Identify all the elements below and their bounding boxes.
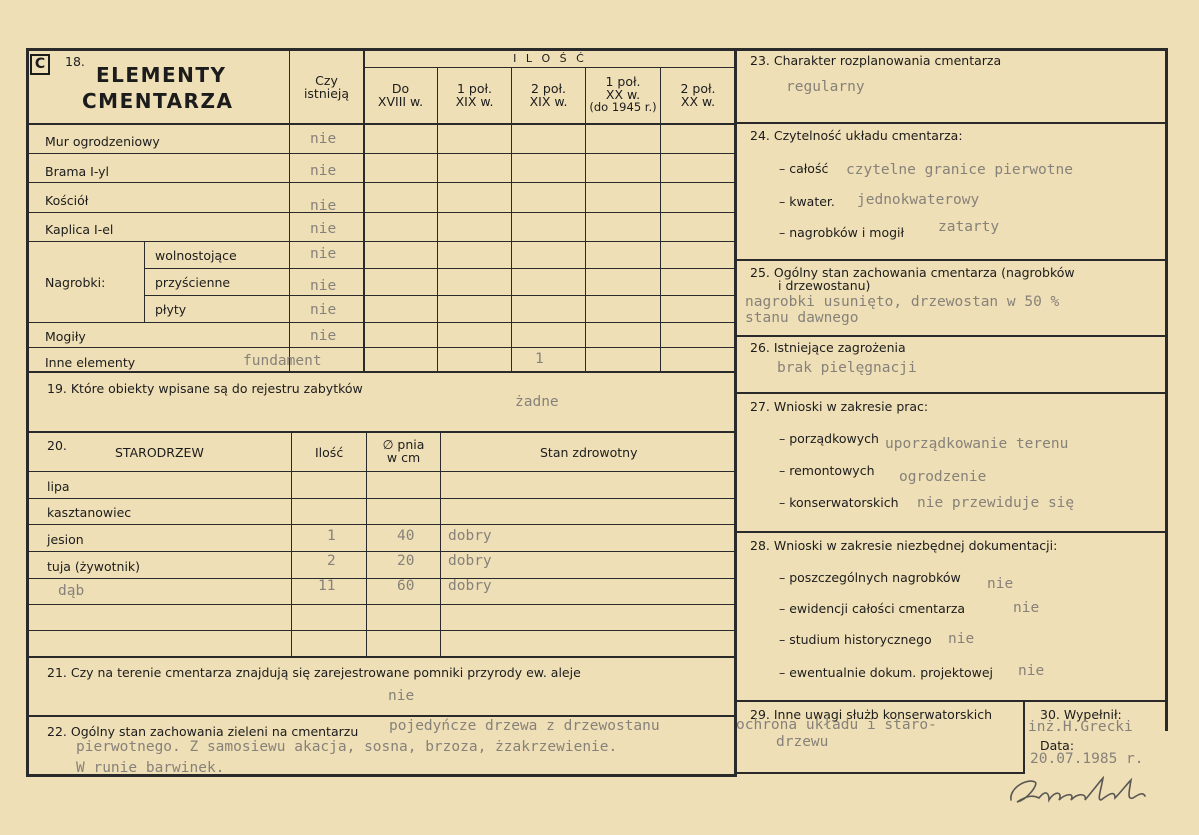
sec23-label: 23. Charakter rozplanowania cmentarza (750, 53, 1002, 68)
col-exists-l2: istnieją (303, 86, 350, 102)
element-label: Brama I-yl (45, 164, 110, 179)
sec20-number: 20. (47, 438, 67, 453)
tree-health: dobry (448, 528, 492, 544)
s18-col-5 (660, 68, 661, 372)
sec28-item-label: – poszczególnych nagrobków (779, 570, 961, 585)
sec29-value-line2: drzewu (776, 734, 829, 750)
s20-col-qty (291, 433, 292, 657)
tree-name: jesion (47, 532, 84, 547)
date-value: 20.07.1985 r. (1030, 751, 1144, 767)
frame-right (1165, 48, 1168, 731)
element-exists-value: nie (310, 198, 337, 214)
tree-name: kasztanowiec (47, 505, 132, 520)
sec24-item-label: – nagrobków i mogił (779, 225, 905, 240)
s19-bottom (26, 431, 736, 433)
sec20-col-diam (367, 438, 440, 464)
element-label: płyty (155, 302, 187, 317)
signature (1005, 770, 1165, 810)
frame-top (26, 48, 1168, 51)
sec27-item-value: nie przewiduje się (917, 495, 1075, 511)
s23-bottom (736, 122, 1167, 124)
sec19-label: 19. Które obiekty wpisane są do rejestru zabytków (47, 381, 363, 396)
sec25-label-line2: i drzewostanu) (778, 278, 871, 293)
c-box: C (30, 54, 50, 75)
sec26-label: 26. Istniejące zagrożenia (750, 340, 906, 355)
period-l1: 1 poł. (605, 74, 641, 89)
s18-header-bottom (26, 123, 736, 125)
sec28-item-value: nie (987, 576, 1014, 592)
element-exists-value: fundament (243, 353, 322, 369)
s25-bottom (736, 335, 1167, 337)
sec28-item-label: – ewentualnie dokum. projektowej (779, 665, 994, 680)
period-header-4 (586, 75, 660, 113)
period-l2: XVIII w. (377, 94, 424, 110)
sec27-item-value: uporządkowanie terenu (885, 436, 1069, 452)
frame-left (26, 48, 29, 777)
tree-health: dobry (448, 578, 492, 594)
s18-col-2 (437, 68, 438, 372)
s26-bottom (736, 392, 1167, 394)
frame-bottom-right (734, 772, 1024, 774)
s18-row (28, 322, 736, 323)
s20-row (28, 604, 736, 605)
s18-row (144, 295, 736, 296)
period-l2: XX w. (605, 87, 641, 103)
element-label: wolnostojące (155, 248, 237, 263)
period-header-2 (438, 82, 511, 108)
tree-name: lipa (47, 479, 70, 494)
sec28-item-value: nie (948, 631, 975, 647)
period-header-1 (364, 82, 437, 108)
s20-row (28, 551, 736, 552)
sec27-item-value: ogrodzenie (899, 469, 987, 485)
s20-row (28, 630, 736, 631)
period-header-5 (661, 82, 735, 108)
ilosc-header: I L O Ś Ć (513, 52, 587, 65)
sec23-value: regularny (786, 79, 865, 95)
period-header-3 (512, 82, 585, 108)
element-exists-value: nie (310, 221, 337, 237)
element-exists-value: nie (310, 131, 337, 147)
s18-row (28, 153, 736, 154)
s29-s30-divider (1023, 702, 1025, 774)
element-exists-value: nie (310, 163, 337, 179)
sec27-label: 27. Wnioski w zakresie prac: (750, 399, 929, 414)
s20-col-health (440, 433, 441, 657)
s18-row (144, 268, 736, 269)
s20-row (28, 524, 736, 525)
col-exists-header (290, 74, 363, 100)
sec19-value: żadne (515, 394, 559, 410)
sec29-label: 29. Inne uwagi służb konserwatorskich (750, 707, 992, 722)
date-label: Data: (1040, 738, 1075, 753)
sec27-item-label: – konserwatorskich (779, 495, 899, 510)
sec22-value-line3: W runie barwinek. (76, 760, 225, 776)
sec28-item-value: nie (1013, 600, 1040, 616)
sec30-value: inż.H.Grecki (1028, 719, 1133, 735)
sec18-title-line2: CMENTARZA (82, 89, 234, 113)
s24-bottom (736, 259, 1167, 261)
tree-diam: 40 (397, 528, 415, 544)
tree-diam: 60 (397, 578, 415, 594)
tree-qty: 11 (318, 578, 336, 594)
s20-bottom (26, 656, 736, 658)
s18-nagrobki-split (144, 241, 145, 323)
s20-row (28, 578, 736, 579)
sec20-col-qty: Ilość (315, 445, 344, 460)
period-l2: XIX w. (455, 94, 494, 110)
sec30-label: 30. Wypełnił: (1040, 707, 1122, 722)
sec24-item-value: jednokwaterowy (857, 192, 980, 208)
sec18-number: 18. (65, 54, 85, 69)
nagrobki-label: Nagrobki: (45, 275, 106, 290)
sec18-title-line1: ELEMENTY (96, 63, 227, 87)
tree-qty: 1 (327, 528, 336, 544)
period-l3: (do 1945 r.) (589, 100, 657, 115)
sec29-value-line1: ochrona układu i staro- (736, 717, 937, 733)
tree-health: dobry (448, 553, 492, 569)
sec26-value: brak pielęgnacji (777, 360, 917, 376)
s18-bottom (26, 371, 736, 373)
element-exists-value: nie (310, 246, 337, 262)
sec21-label: 21. Czy na terenie cmentarza znajdują się zarejestrowane pomniki przyrody ew. aleje (47, 665, 581, 680)
sec25-value-line2: stanu dawnego (745, 310, 859, 326)
s21-bottom (26, 715, 736, 717)
element-label: przyścienne (155, 275, 231, 290)
s18-row (28, 241, 736, 242)
sec25-label-line1: 25. Ogólny stan zachowania cmentarza (nagrobków (750, 265, 1075, 280)
sec27-item-label: – remontowych (779, 463, 875, 478)
element-period-value: 1 (535, 351, 544, 367)
sec28-item-value: nie (1018, 663, 1045, 679)
col-exists-l1: Czy (315, 73, 338, 88)
s18-row (28, 212, 736, 213)
s20-row (28, 498, 736, 499)
period-l1: Do (391, 81, 410, 96)
tree-name: dąb (58, 583, 85, 599)
period-l1: 2 poł. (680, 81, 716, 96)
s18-row (28, 347, 736, 348)
sec27-item-label: – porządkowych (779, 431, 879, 446)
s20-header-bottom (28, 471, 736, 472)
s20-col-diam (366, 433, 367, 657)
element-exists-value: nie (310, 302, 337, 318)
s18-col-4 (585, 68, 586, 372)
sec20-col-health: Stan zdrowotny (540, 445, 638, 460)
element-exists-value: nie (310, 278, 337, 294)
sec28-item-label: – studium historycznego (779, 632, 932, 647)
period-l2: XX w. (680, 94, 716, 110)
element-label: Mogiły (45, 329, 86, 344)
element-label: Inne elementy (45, 355, 136, 370)
s27-bottom (736, 531, 1167, 533)
element-exists-value: nie (310, 328, 337, 344)
sec24-item-value: zatarty (938, 219, 1000, 235)
element-label: Mur ogrodzeniowy (45, 134, 160, 149)
sec24-item-value: czytelne granice pierwotne (846, 162, 1073, 178)
tree-name: tuja (żywotnik) (47, 559, 141, 574)
sec20-title: STARODRZEW (115, 445, 204, 460)
sec20-col-diam-l1: ∅ pnia (382, 437, 425, 452)
element-label: Kaplica I-el (45, 222, 114, 237)
sec21-value: nie (388, 688, 415, 704)
tree-qty: 2 (327, 553, 336, 569)
period-l1: 2 poł. (530, 81, 567, 96)
sec24-label: 24. Czytelność układu cmentarza: (750, 128, 963, 143)
period-l1: 1 poł. (456, 81, 493, 96)
element-label: Kościół (45, 193, 89, 208)
sec24-item-label: – kwater. (779, 194, 835, 209)
s28-bottom (736, 700, 1167, 702)
s18-ilosc-line (364, 67, 736, 68)
s18-row (28, 182, 736, 183)
period-l2: XIX w. (529, 94, 568, 110)
tree-diam: 20 (397, 553, 415, 569)
sec22-label: 22. Ogólny stan zachowania zieleni na cmentarzu (47, 724, 359, 739)
sec20-col-diam-l2: w cm (386, 450, 421, 466)
sec24-item-label: – całość (779, 161, 829, 176)
sec22-value-line1: pojedyńcze drzewa z drzewostanu (389, 718, 660, 734)
sec28-item-label: – ewidencji całości cmentarza (779, 601, 966, 616)
sec28-label: 28. Wnioski w zakresie niezbędnej dokumentacji: (750, 538, 1058, 553)
frame-divider (734, 48, 737, 777)
sec22-value-line2: pierwotnego. Z samosiewu akacja, sosna, brzoza, żzakrzewienie. (76, 739, 618, 755)
s18-col-3 (511, 68, 512, 372)
sec25-value-line1: nagrobki usunięto, drzewostan w 50 % (745, 294, 1060, 310)
